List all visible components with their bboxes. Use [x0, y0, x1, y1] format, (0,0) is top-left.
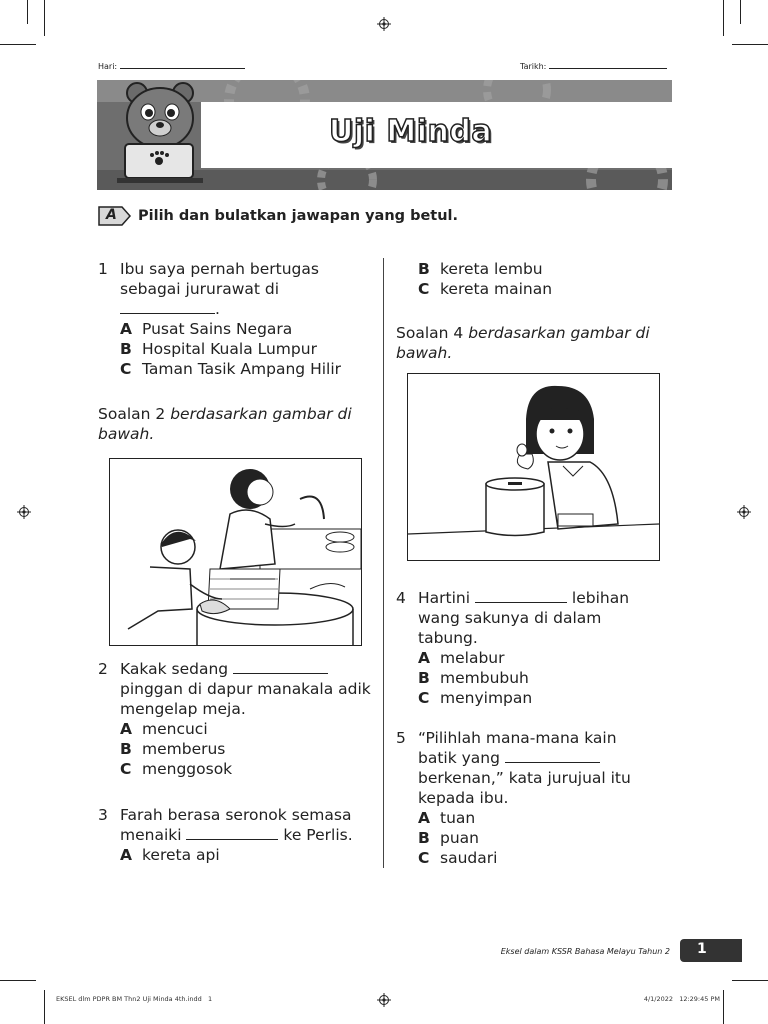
option-b[interactable]: B membubuh — [418, 669, 529, 687]
column-divider — [383, 258, 384, 868]
answer-blank[interactable] — [186, 839, 278, 840]
question-5: 5 “Pilihlah mana-mana kain batik yang berkenan,” kata jurujual itu kepada ibu. A tuan B puan C saudari — [396, 728, 676, 868]
question-2: 2 Kakak sedang pinggan di dapur manakala adik mengelap meja. A mencuci B memberus C menggosok — [98, 659, 383, 779]
question-1: 1 Ibu saya pernah bertugas sebagai jururawat di . A Pusat Sains Negara B Hospital Kuala Lumpur C Taman Tasik Ampang Hilir — [98, 259, 368, 379]
question-3-continued — [418, 259, 678, 299]
section-instruction: A Pilih dan bulatkan jawapan yang betul. — [98, 206, 458, 226]
piggy-bank-illustration — [407, 373, 660, 561]
note-soalan-2: Soalan 2 berdasarkan gambar di bawah. — [98, 405, 352, 443]
answer-blank[interactable] — [120, 313, 215, 314]
note-soalan-4: Soalan 4 berdasarkan gambar di bawah. — [396, 324, 650, 362]
question-4: 4 Hartini lebihan wang sakunya di dalam tabung. A melabur B membubuh C menyimpan — [396, 588, 676, 708]
option-a[interactable]: A mencuci — [120, 720, 208, 738]
banner — [97, 80, 672, 190]
answer-blank[interactable] — [233, 673, 328, 674]
option-a[interactable]: A kereta api — [120, 846, 220, 864]
hari-blank[interactable] — [120, 68, 245, 69]
option-c[interactable]: C kereta mainan — [418, 280, 553, 298]
option-c[interactable]: C menggosok — [120, 760, 233, 778]
hari-field: Hari: — [98, 62, 245, 71]
option-c[interactable]: C menyimpan — [418, 689, 533, 707]
footer-book-title: Eksel dalam KSSR Bahasa Melayu Tahun 2 — [500, 947, 670, 956]
option-b[interactable]: B memberus — [120, 740, 226, 758]
option-a[interactable]: A Pusat Sains Negara — [120, 320, 293, 338]
registration-mark-icon — [737, 505, 751, 519]
slug-date: 4/1/2022 12:29:45 PM — [643, 995, 720, 1003]
answer-blank[interactable] — [505, 762, 600, 763]
option-c[interactable]: C saudari — [418, 849, 498, 867]
slug-file: EKSEL dlm PDPR BM Thn2 Uji Minda 4th.indd 1 — [56, 995, 213, 1003]
tarikh-blank[interactable] — [549, 68, 667, 69]
question-3: 3 Farah berasa seronok semasa menaiki ke Perlis. A kereta api — [98, 805, 383, 865]
registration-mark-icon — [377, 993, 391, 1007]
option-b[interactable]: B kereta lembu — [418, 260, 543, 278]
option-a[interactable]: A melabur — [418, 649, 505, 667]
tarikh-field: Tarikh: — [520, 62, 667, 71]
answer-blank[interactable] — [475, 602, 567, 603]
option-b[interactable]: B Hospital Kuala Lumpur — [120, 340, 317, 358]
registration-mark-icon — [377, 17, 391, 31]
banner-title: Uji Minda — [329, 114, 493, 149]
kitchen-illustration — [109, 458, 362, 646]
page-number-tab — [680, 939, 742, 962]
option-a[interactable]: A tuan — [418, 809, 476, 827]
option-c[interactable]: C Taman Tasik Ampang Hilir — [120, 360, 342, 378]
page-number: 1 — [697, 941, 707, 957]
registration-mark-icon — [17, 505, 31, 519]
option-b[interactable]: B puan — [418, 829, 479, 847]
